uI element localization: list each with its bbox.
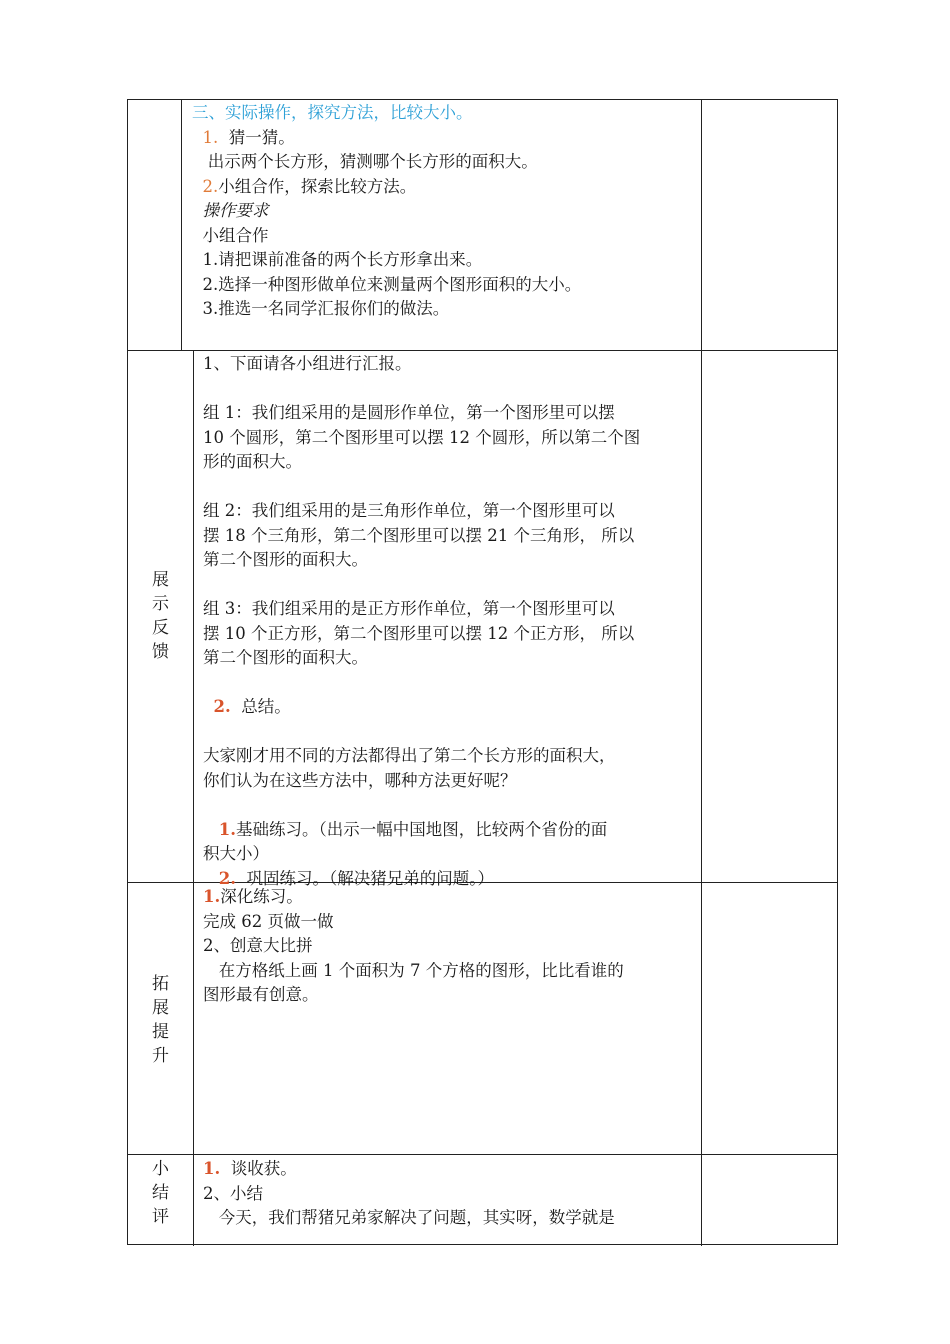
label-char: 提 xyxy=(152,1022,169,1042)
deepen-item xyxy=(203,885,624,910)
question-line1: 大家刚才用不同的方法都得出了第二个长方形的面积大， xyxy=(203,746,616,765)
section2-content xyxy=(203,352,640,891)
harvest-item xyxy=(203,1157,615,1182)
label-char: 馈 xyxy=(152,642,169,662)
exercise1-text: 基础练习。（出示一幅中国地图，比较两个省份的面 xyxy=(235,819,608,839)
requirements-title xyxy=(192,199,581,224)
label-char: 小 xyxy=(152,1159,169,1179)
spacer xyxy=(203,475,640,500)
harvest-number: 1. xyxy=(203,1159,221,1178)
section2-label xyxy=(128,568,193,664)
spacer xyxy=(203,573,640,598)
group2-line2: 摆 18 个三角形，第二个图形里可以摆 21 个三角形， 所以 xyxy=(203,525,635,545)
group1-line3: 形的面积大。 xyxy=(203,452,302,471)
requirements-title-text: 操作要求 xyxy=(202,201,269,220)
deepen-detail: 完成 62 页做一做 xyxy=(203,911,334,931)
column-divider-1b xyxy=(193,350,194,1246)
group2-line3: 第二个图形的面积大。 xyxy=(203,550,368,569)
label-char: 评 xyxy=(152,1207,169,1227)
section3-content xyxy=(203,885,624,1008)
column-divider-2 xyxy=(701,100,702,1246)
exercise2-text: 巩固练习。（解决猪兄弟的问题。） xyxy=(246,868,494,888)
exercise1-line1 xyxy=(203,818,640,843)
exercise1-line2: 积大小） xyxy=(203,844,269,863)
group-work-number: 2. xyxy=(202,176,219,196)
row-divider-3 xyxy=(128,1154,837,1155)
group2-line1: 组 2：我们组采用的是三角形作单位，第一个图形里可以 xyxy=(203,501,615,520)
group-work-item xyxy=(192,175,581,200)
report-intro: 1、下面请各小组进行汇报。 xyxy=(203,354,412,373)
creative-title: 2、创意大比拼 xyxy=(203,936,313,955)
guess-description-text: 出示两个长方形，猜测哪个长方形的面积大。 xyxy=(207,152,538,171)
guess-number: 1. xyxy=(202,127,219,147)
deepen-number: 1. xyxy=(203,887,221,906)
requirement-1-text: 1.请把课前准备的两个长方形拿出来。 xyxy=(202,250,483,269)
label-char: 展 xyxy=(152,570,169,590)
spacer xyxy=(203,720,640,745)
group3-line1: 组 3：我们组采用的是正方形作单位，第一个图形里可以 xyxy=(203,599,615,618)
creative-line1: 在方格纸上画 1 个面积为 7 个方格的图形，比比看谁的 xyxy=(203,960,624,980)
lesson-plan-table xyxy=(127,99,838,1245)
requirements-subtitle-text: 小组合作 xyxy=(202,225,269,245)
summary-item xyxy=(203,695,640,720)
group3-line3: 第二个图形的面积大。 xyxy=(203,648,368,667)
group1-line2: 10 个圆形，第二个图形里可以摆 12 个圆形，所以第二个图 xyxy=(203,427,641,447)
section1-content xyxy=(192,101,581,322)
section3-label xyxy=(128,972,193,1068)
guess-text: 猜一猜。 xyxy=(228,127,295,147)
requirements-subtitle xyxy=(192,224,581,249)
label-char: 升 xyxy=(152,1046,169,1066)
requirement-3 xyxy=(192,297,581,322)
guess-item xyxy=(192,126,581,151)
spacer xyxy=(203,377,640,402)
summary-title: 2、小结 xyxy=(203,1183,263,1203)
summary-line1: 今天，我们帮猪兄弟家解决了问题，其实呀，数学就是 xyxy=(203,1208,615,1227)
label-char: 拓 xyxy=(152,974,169,994)
section4-label xyxy=(128,1157,193,1229)
group-work-text: 小组合作，探索比较方法。 xyxy=(218,176,417,196)
creative-line2: 图形最有创意。 xyxy=(203,985,319,1004)
requirement-2-text: 2.选择一种图形做单位来测量两个图形面积的大小。 xyxy=(202,274,582,294)
group1-line1: 组 1：我们组采用的是圆形作单位，第一个图形里可以摆 xyxy=(203,403,615,422)
label-char: 反 xyxy=(152,618,169,638)
summary-text: 总结。 xyxy=(241,697,291,716)
label-char: 展 xyxy=(152,998,169,1018)
guess-description xyxy=(192,150,581,175)
section4-content xyxy=(203,1157,615,1231)
group3-line2: 摆 10 个正方形，第二个图形里可以摆 12 个正方形， 所以 xyxy=(203,623,635,643)
label-char: 结 xyxy=(152,1183,169,1203)
exercise1-number: 1. xyxy=(218,819,236,839)
exercise2-number: 2. xyxy=(218,868,236,888)
question-line2: 你们认为在这些方法中，哪种方法更好呢？ xyxy=(203,770,517,790)
requirement-2 xyxy=(192,273,581,298)
column-divider-1 xyxy=(181,100,182,350)
label-char: 示 xyxy=(152,594,169,614)
section1-heading: 三、实际操作，探究方法，比较大小。 xyxy=(192,103,473,122)
row-divider-1 xyxy=(128,350,837,351)
harvest-text: 谈收获。 xyxy=(230,1159,297,1178)
spacer xyxy=(203,671,640,696)
spacer xyxy=(203,793,640,818)
requirement-3-text: 3.推选一名同学汇报你们的做法。 xyxy=(202,299,450,318)
deepen-text: 深化练习。 xyxy=(220,887,303,906)
summary-number: 2. xyxy=(213,697,231,716)
requirement-1 xyxy=(192,248,581,273)
